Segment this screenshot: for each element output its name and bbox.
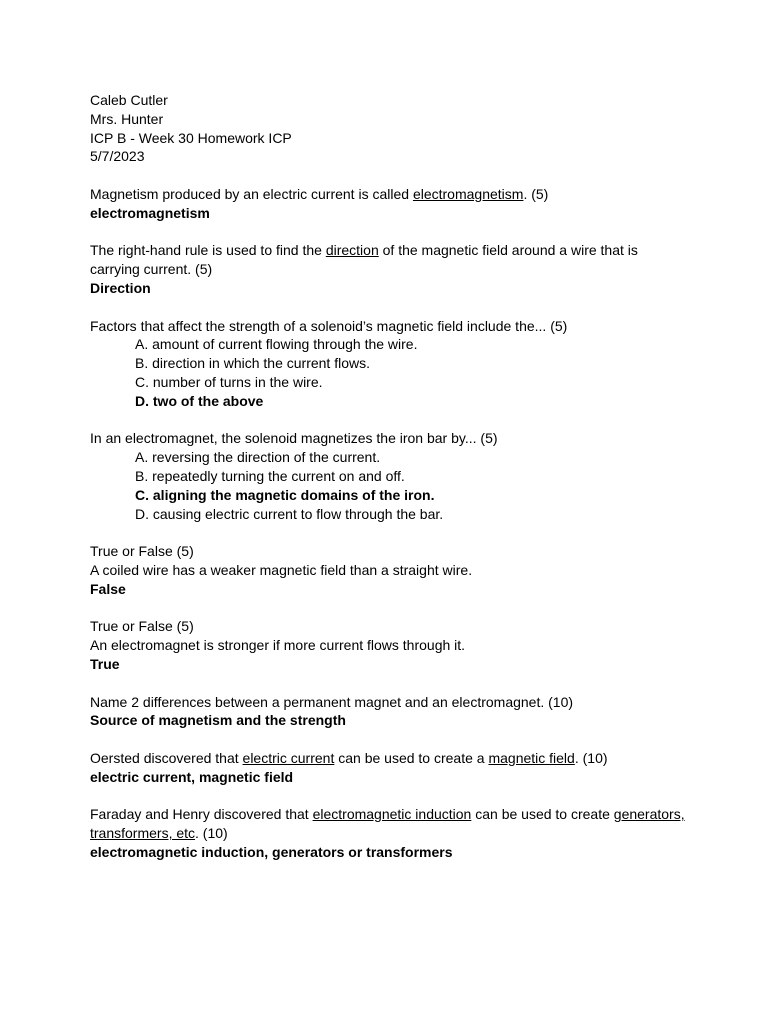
question-2-underlined-term: direction xyxy=(325,242,379,259)
question-1 xyxy=(90,185,690,204)
question-9-middle: can be used to create xyxy=(471,806,614,823)
question-1-text: Magnetism produced by an electric current is called xyxy=(90,185,413,202)
answer-2: Direction xyxy=(90,279,151,296)
answer-5: False xyxy=(90,580,126,597)
question-8-underlined-term-1: electric current xyxy=(242,749,335,766)
question-3-prompt: Factors that affect the strength of a solenoid’s magnetic field include the... (5) xyxy=(90,317,568,334)
question-4-option-b: B. repeatedly turning the current on and off. xyxy=(135,467,405,484)
question-4-option-a: A. reversing the direction of the current. xyxy=(135,449,381,466)
question-2 xyxy=(90,241,690,279)
student-name: Caleb Cutler xyxy=(90,92,168,108)
answer-1: electromagnetism xyxy=(90,204,210,221)
question-9-underlined-term-1: electromagnetic induction xyxy=(312,806,472,823)
question-8-text: Oersted discovered that xyxy=(90,749,243,766)
question-8-points: . (10) xyxy=(574,749,608,766)
question-8 xyxy=(90,749,690,768)
question-3-option-c: C. number of turns in the wire. xyxy=(135,373,323,390)
question-4-prompt: In an electromagnet, the solenoid magnetizes the iron bar by... (5) xyxy=(90,430,498,447)
assignment-date: 5/7/2023 xyxy=(90,148,145,165)
teacher-name: Mrs. Hunter xyxy=(90,110,164,127)
answer-6: True xyxy=(90,655,120,672)
question-9-points: . (10) xyxy=(195,825,228,842)
question-5-label: True or False (5) xyxy=(90,543,194,560)
answer-8: electric current, magnetic field xyxy=(90,768,294,785)
question-1-underlined-term: electromagnetism xyxy=(412,185,524,202)
question-9 xyxy=(90,805,690,843)
question-2-rest: of the magnetic field around a wire that is carrying current. (5) xyxy=(90,242,638,278)
answer-9: electromagnetic induction, generators or transformers xyxy=(90,843,453,860)
question-9-underlined-term-2: generators, transformers, etc xyxy=(90,806,685,842)
course-title: ICP B - Week 30 Homework ICP xyxy=(90,129,292,146)
question-4-option-c-selected: C. aligning the magnetic domains of the iron. xyxy=(135,486,435,503)
question-6-statement: An electromagnet is stronger if more current flows through it. xyxy=(90,637,466,654)
question-6-label: True or False (5) xyxy=(90,618,194,635)
answer-7: Source of magnetism and the strength xyxy=(90,712,346,729)
question-3-option-d-selected: D. two of the above xyxy=(135,392,264,409)
question-2-text: The right-hand rule is used to find the xyxy=(90,242,326,259)
question-3-option-b: B. direction in which the current flows. xyxy=(135,355,370,372)
question-4-option-d: D. causing electric current to flow through the bar. xyxy=(135,505,444,522)
question-7-prompt: Name 2 differences between a permanent magnet and an electromagnet. (10) xyxy=(90,693,574,710)
question-3-option-a: A. amount of current flowing through the wire. xyxy=(135,336,418,353)
question-8-underlined-term-2: magnetic field xyxy=(488,749,575,766)
question-9-text: Faraday and Henry discovered that xyxy=(90,806,313,823)
document-page xyxy=(90,91,690,862)
question-8-middle: can be used to create a xyxy=(334,749,489,766)
question-5-statement: A coiled wire has a weaker magnetic field than a straight wire. xyxy=(90,561,473,578)
question-1-points: . (5) xyxy=(523,185,549,202)
